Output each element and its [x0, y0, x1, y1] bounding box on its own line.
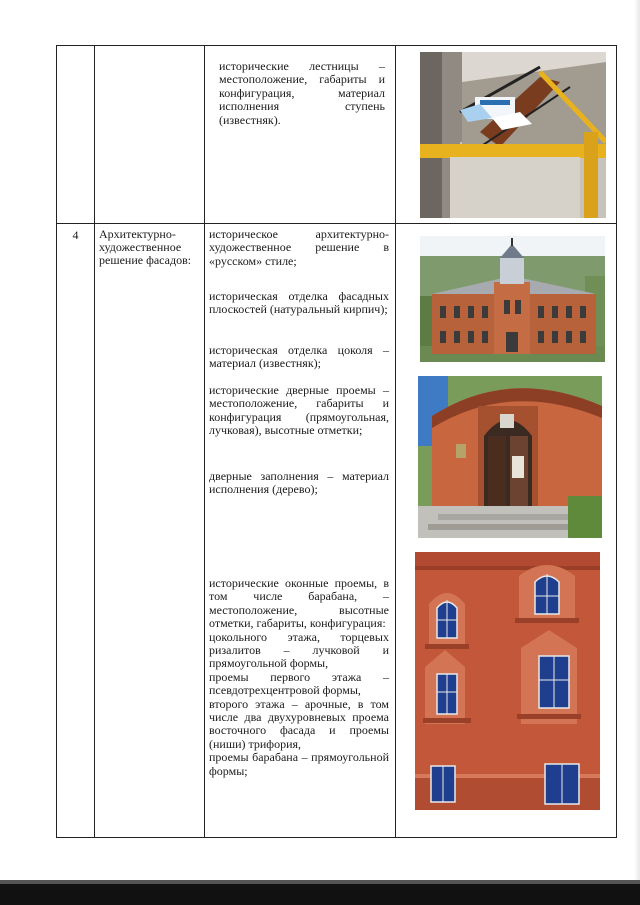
page-edge	[634, 0, 640, 880]
scan-bottom-edge	[0, 880, 640, 905]
row-name-cell	[95, 46, 205, 224]
row-description-cell	[205, 224, 396, 838]
row-number-cell: 4	[57, 224, 95, 838]
description-paragraph: дверные заполнения – материал исполнения (дерево);	[209, 469, 389, 497]
staircase-photo	[420, 52, 606, 218]
description-paragraph: исторические дверные проемы – местоположение, габариты и конфигурация (прямоугольная, лучковая), высотные отметки;	[209, 383, 389, 438]
description-paragraph: исторические лестницы – местоположение, габариты и конфигурация, материал исполнения ступень (известняк).	[219, 59, 385, 127]
description-paragraph: историческое архитектурно-художественное решение в «русском» стиле;	[209, 227, 389, 268]
building-facade-photo	[420, 236, 605, 362]
row-name-cell: Архитектурно-художественное решение фасадов:	[95, 224, 205, 838]
row-description-cell	[205, 46, 396, 224]
description-paragraph: историческая отделка цоколя – материал (известняк);	[209, 343, 389, 371]
row-number-cell	[57, 46, 95, 224]
description-paragraph: историческая отделка фасадных плоскостей (натуральный кирпич);	[209, 289, 389, 317]
description-paragraph: исторические оконные проемы, в том числе барабана, – местоположение, высотные отметки, габариты, конфигурация: цокольного этажа, торцевых ризалитов – лучковой и прямоугольной формы, проемы первого этажа – псевдотрехцентровой формы, второго этажа – арочные, в том числе два двухуровневых проема восточного фасада и проемы (ниши) трифория, проемы барабана – прямоугольной формы;	[209, 576, 389, 778]
round-tower-door-photo	[418, 376, 602, 538]
brick-wall-windows-photo	[415, 552, 600, 810]
